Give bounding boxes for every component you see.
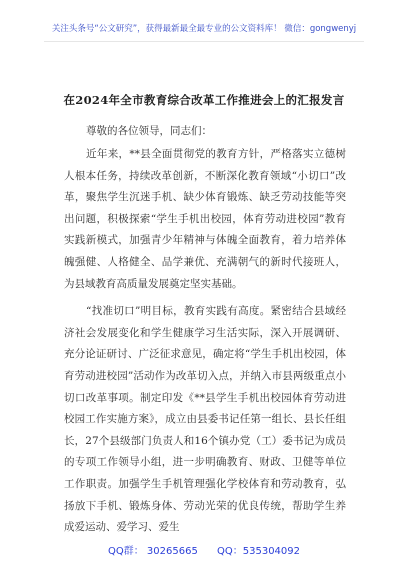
document-body	[64, 120, 346, 545]
footer-contact	[0, 542, 408, 557]
footer-qq: QQ：535304092	[217, 546, 301, 557]
footer-qq-group: QQ群： 30265665	[107, 546, 198, 557]
header-notice: 关注头条号“公文研究”，获得最新最全最专业的公文资料库！ 微信：gongwenyj	[51, 24, 357, 34]
greeting: 尊敬的各位领导，同志们：	[86, 125, 212, 137]
paragraph-1: 近年来，**县全面贯彻党的教育方针，严格落实立德树人根本任务，持续改革创新，不断深化教育领域“小切口”改革，聚焦学生沉迷手机、缺少体育锻炼、缺乏劳动技能等突出问题，积极探索“学生手机出校园，体育劳动进校园”教育实践新模式，加强青少年精神与体魄全面教育，着力培养体魄强健、人格健全、品学兼优、充满朝气的新时代接班人，为县域教育高质量发展奠定坚实基础。	[64, 148, 346, 290]
paragraph-2: “找准切口”明目标，教育实践有高度。紧密结合县域经济社会发展变化和学生健康学习生活实际，深入开展调研、充分论证研讨、广泛征求意见，确定将“学生手机出校园，体育劳动进校园”活动作为改革切入点，并纳入市县两级重点小切口改革事项。制定印发《**县学生手机出校园体育劳动进校园工作实施方案》，成立由县委书记任第一组长、县长任组长，27个县级部门负责人和16个镇办党（工）委书记为成员的专项工作领导小组，进一步明确教育、财政、卫健等单位工作职责。加强学生手机管理强化学校体育和劳动教育，弘扬放下手机、锻炼身体、劳动光荣的优良传统，帮助学生养成爱运动、爱学习、爱生	[64, 305, 346, 534]
header-divider	[44, 41, 364, 42]
document-title: 在2024年全市教育综合改革工作推进会上的汇报发言	[63, 93, 345, 107]
